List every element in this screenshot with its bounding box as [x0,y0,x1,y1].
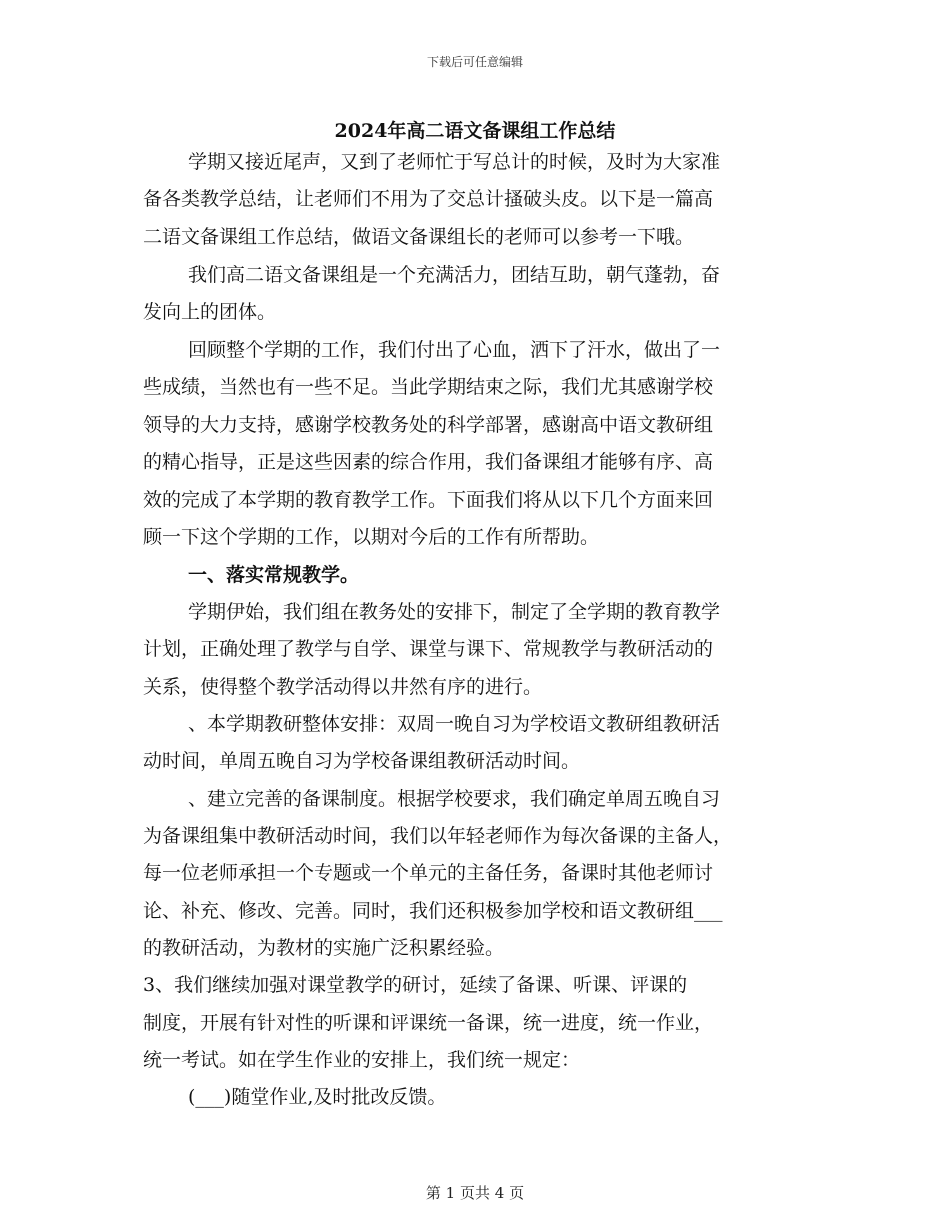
body-line: 制度，开展有针对性的听课和评课统一备课，统一进度，统一作业， [143,1012,714,1034]
body-line: 学期又接近尾声，又到了老师忙于写总计的时候，及时为大家准 [188,151,721,173]
body-line: 计划，正确处理了教学与自学、课堂与课下、常规教学与教研活动的 [143,638,714,660]
body-line: (___)随堂作业,及时批改反馈。 [188,1086,447,1108]
body-line: 动时间，单周五晚自习为学校备课组教研活动时间。 [143,750,581,772]
body-line: 3、我们继续加强对课堂教学的研讨，延续了备课、听课、评课的 [143,974,688,996]
body-line: 回顾整个学期的工作，我们付出了心血，洒下了汗水，做出了一 [188,339,721,361]
body-line: 统一考试。如在学生作业的安排上，我们统一规定： [143,1049,581,1071]
body-line: 每一位老师承担一个专题或一个单元的主备任务，备课时其他老师讨 [143,862,714,884]
document-title: 2024年高二语文备课组工作总结 [334,120,616,142]
body-line: 、本学期教研整体安排：双周一晚自习为学校语文教研组教研活 [188,713,721,735]
body-line: 的精心指导，正是这些因素的综合作用，我们备课组才能够有序、高 [143,451,714,473]
body-line: 些成绩，当然也有一些不足。当此学期结束之际，我们尤其感谢学校 [143,376,714,398]
body-line: 顾一下这个学期的工作，以期对今后的工作有所帮助。 [143,526,600,548]
body-line: 为备课组集中教研活动时间，我们以年轻老师作为每次备课的主备人， [143,825,733,847]
body-line: 备各类教学总结，让老师们不用为了交总计搔破头皮。以下是一篇高 [143,188,714,210]
body-line: 论、补充、修改、完善。同时，我们还积极参加学校和语文教研组___ [143,900,723,922]
body-line: 、建立完善的备课制度。根据学校要求，我们确定单周五晚自习 [188,788,721,810]
body-line: 发向上的团体。 [143,301,277,323]
page-number: 第 1 页共 4 页 [425,1184,525,1202]
body-line: 我们高二语文备课组是一个充满活力，团结互助，朝气蓬勃，奋 [188,264,721,286]
body-line: 的教研活动，为教材的实施广泛积累经验。 [143,937,505,959]
body-line: 效的完成了本学期的教育教学工作。下面我们将从以下几个方面来回 [143,489,714,511]
header-note: 下载后可任意编辑 [426,55,523,69]
body-line: 关系，使得整个教学活动得以井然有序的进行。 [143,676,543,698]
section-heading: 一、落实常规教学。 [188,564,360,586]
body-line: 领导的大力支持，感谢学校教务处的科学部署，感谢高中语文教研组 [143,414,714,436]
body-line: 二语文备课组工作总结，做语文备课组长的老师可以参考一下哦。 [143,226,695,248]
body-line: 学期伊始，我们组在教务处的安排下，制定了全学期的教育教学 [188,601,721,623]
